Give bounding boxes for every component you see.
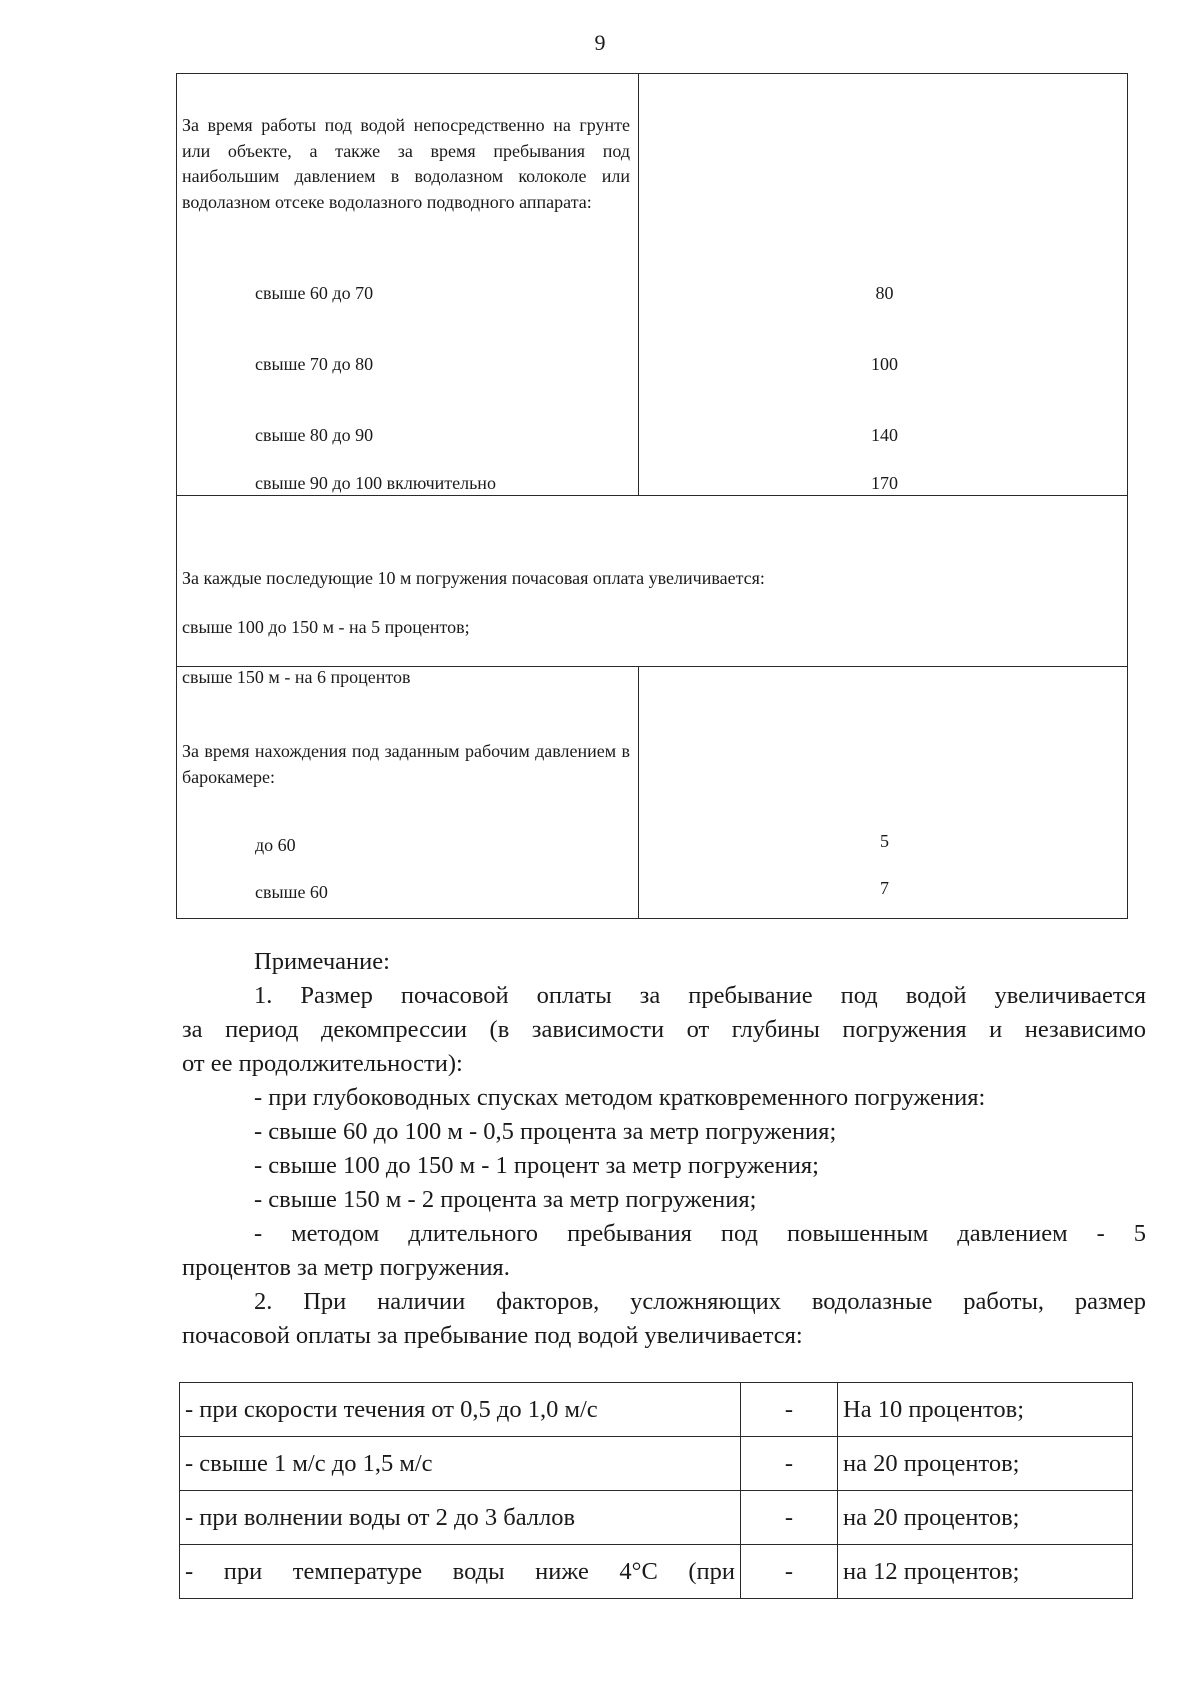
factor-condition: - при волнении воды от 2 до 3 баллов <box>180 1491 741 1545</box>
table-row <box>180 1437 1133 1491</box>
factor-dash: - <box>741 1437 838 1491</box>
note-paragraph-line: от ее продолжительности): <box>182 1050 463 1077</box>
pressure-range-value: 7 <box>880 878 889 898</box>
table-row <box>180 1491 1133 1545</box>
factor-dash: - <box>741 1491 838 1545</box>
note-paragraph-line: 2. При наличии факторов, усложняющих водолазные работы, размер <box>254 1288 1146 1315</box>
depth-range-value: 100 <box>871 354 898 374</box>
column-divider-bottom <box>638 666 639 918</box>
note-list-item: - свыше 100 до 150 м - 1 процент за метр погружения; <box>254 1152 819 1179</box>
additional-depth-heading: За каждые последующие 10 м погружения почасовая оплата увеличивается: <box>182 568 765 588</box>
note-paragraph-line: 1. Размер почасовой оплаты за пребывание под водой увеличивается <box>254 982 1146 1009</box>
factor-dash: - <box>741 1545 838 1599</box>
depth-range-value: 80 <box>875 283 894 303</box>
factor-dash: - <box>741 1383 838 1437</box>
factor-increase: на 12 процентов; <box>838 1545 1133 1599</box>
depth-pay-table <box>176 73 1128 919</box>
depth-range-label: свыше 80 до 90 <box>255 425 374 445</box>
factor-increase: на 20 процентов; <box>838 1491 1133 1545</box>
pressure-range-value: 5 <box>880 831 889 851</box>
depth-range-label: свыше 90 до 100 включительно <box>255 473 496 493</box>
note-paragraph-line: за период декомпрессии (в зависимости от глубины погружения и независимо <box>182 1016 1146 1043</box>
column-divider-top <box>638 74 639 496</box>
note-paragraph-line: почасовой оплаты за пребывание под водой увеличивается: <box>182 1322 803 1349</box>
additional-depth-rate: свыше 150 м - на 6 процентов <box>182 667 411 687</box>
factor-condition: - при скорости течения от 0,5 до 1,0 м/с <box>180 1383 741 1437</box>
note-list-item: - при глубоководных спусках методом кратковременного погружения: <box>254 1084 986 1111</box>
page-number: 9 <box>594 30 606 55</box>
note-list-item: процентов за метр погружения. <box>182 1254 510 1281</box>
depth-range-label: свыше 60 до 70 <box>255 283 374 303</box>
note-list-item: - методом длительного пребывания под повышенным давлением - 5 <box>254 1220 1146 1247</box>
table-row <box>180 1383 1133 1437</box>
note-list-item: - свыше 60 до 100 м - 0,5 процента за метр погружения; <box>254 1118 837 1145</box>
factor-increase: на 20 процентов; <box>838 1437 1133 1491</box>
factor-condition: - при температуре воды ниже 4°C (при <box>180 1545 741 1599</box>
note-heading: Примечание: <box>254 948 390 975</box>
depth-range-label: свыше 70 до 80 <box>255 354 374 374</box>
table-row <box>180 1545 1133 1599</box>
pressure-range-label: свыше 60 <box>255 882 328 902</box>
additional-depth-rate: свыше 100 до 150 м - на 5 процентов; <box>182 617 470 637</box>
pressure-range-label: до 60 <box>255 835 296 855</box>
factor-condition: - свыше 1 м/с до 1,5 м/с <box>180 1437 741 1491</box>
pressure-chamber-description: За время нахождения под заданным рабочим давлением в барокамере: <box>182 741 630 787</box>
row-divider-1 <box>177 495 1127 496</box>
underwater-work-description: За время работы под водой непосредственно на грунте или объекте, а также за время пребывания под наибольшим давлением в водолазном колоколе или водолазном отсеке водолазного подводного аппарата: <box>182 115 630 212</box>
complicating-factors-table <box>179 1382 1133 1599</box>
depth-range-value: 170 <box>871 473 898 493</box>
note-list-item: - свыше 150 м - 2 процента за метр погружения; <box>254 1186 757 1213</box>
factor-increase: На 10 процентов; <box>838 1383 1133 1437</box>
depth-range-value: 140 <box>871 425 898 445</box>
